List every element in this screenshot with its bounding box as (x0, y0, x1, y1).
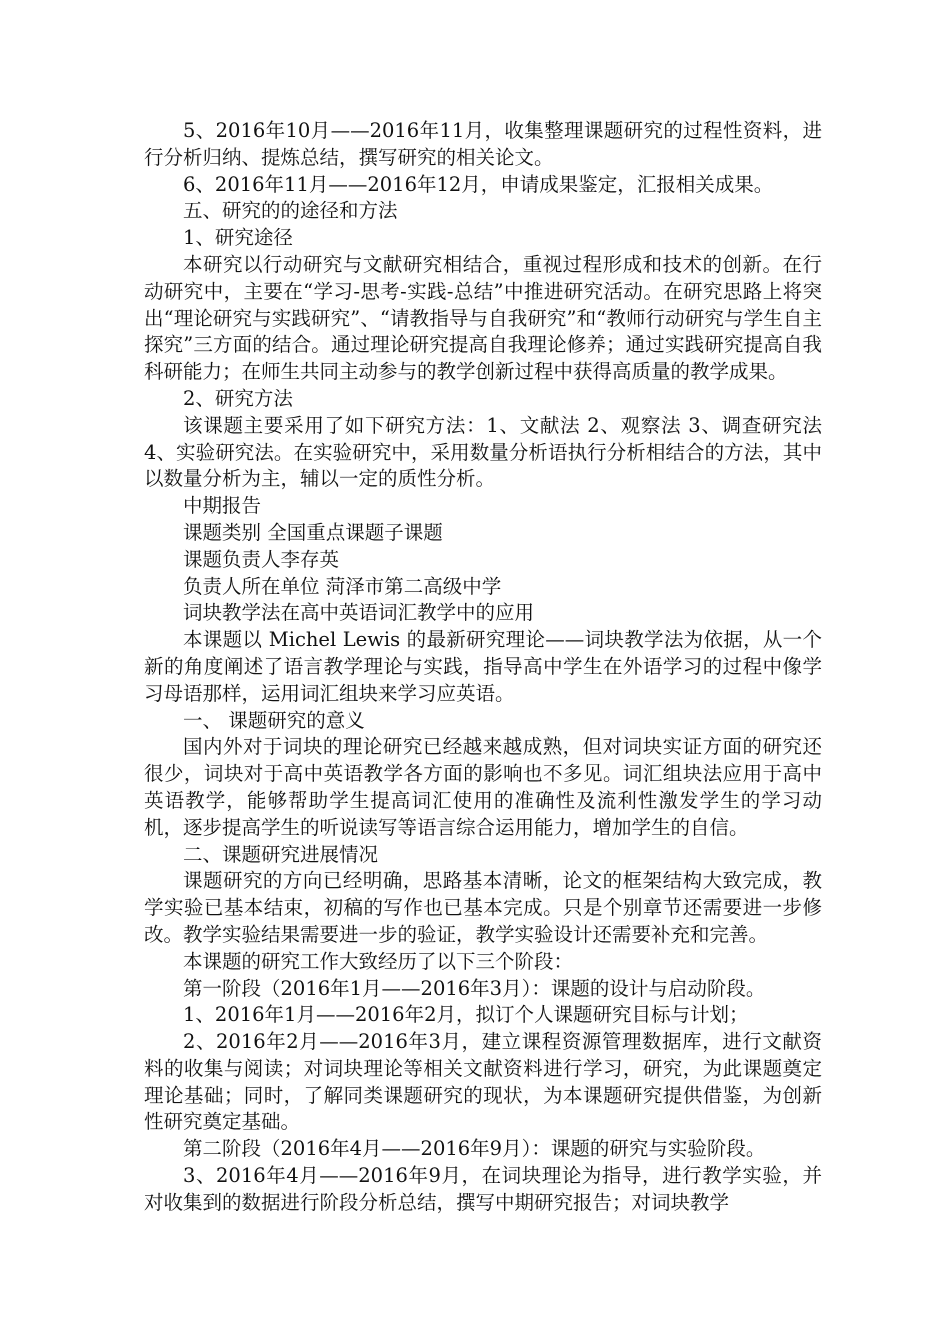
project-title-line: 词块教学法在高中英语词汇教学中的应用 (183, 601, 535, 625)
paragraph-research-path: 本研究以行动研究与文献研究相结合，重视过程形成和技术的创新。在行动研究中，主要在“学习-思考-实践-总结”中推进研究活动。在研究思路上将突出“理论研究与实践研究”、“请教指导与自我研究”和“教师行动研究与学生自主探究”三方面的结合。通过理论研究提高自我理论修养；通过实践研究提高自我科研能力；在师生共同主动参与的教学创新过程中获得高质量的教学成果。 (144, 252, 822, 384)
leader-unit-line: 负责人所在单位 菏泽市第二高级中学 (183, 574, 502, 598)
paragraph-research-methods: 该课题主要采用了如下研究方法：1、文献法 2、观察法 3、调查研究法 4、实验研究法。在实验研究中，采用数量分析语执行分析相结合的方法，其中以数量分析为主，辅以一定的质性分析。 (144, 413, 822, 491)
paragraph-stages-intro: 本课题的研究工作大致经历了以下三个阶段： (183, 949, 574, 973)
subheading-research-methods: 2、研究方法 (183, 386, 293, 410)
paragraph-progress: 课题研究的方向已经明确，思路基本清晰，论文的框架结构大致完成，教学实验已基本结束，初稿的写作也已基本完成。只是个别章节还需要进一步修改。教学实验结果需要进一步的验证，教学实验设计还需要补充和完善。 (144, 869, 822, 946)
subheading-research-path: 1、研究途径 (183, 226, 293, 250)
section-heading-approach: 五、研究的的途径和方法 (183, 199, 398, 223)
section-heading-significance: 一、 课题研究的意义 (183, 708, 365, 732)
paragraph-stage-5: 5、2016年10月——2016年11月，收集整理课题研究的过程性资料，进行分析归纳、提炼总结，撰写研究的相关论文。 (144, 119, 822, 169)
stage-one-item-1: 1、2016年1月——2016年2月，拟订个人课题研究目标与计划； (183, 1003, 749, 1027)
project-category-line: 课题类别 全国重点课题子课题 (183, 520, 443, 544)
stage-one-item-2: 2、2016年2月——2016年3月，建立课程资源管理数据库，进行文献资料的收集与阅读；对词块理论等相关文献资料进行学习，研究，为此课题奠定理论基础；同时，了解同类课题研究的现状，为本课题研究提供借鉴，为创新性研究奠定基础。 (144, 1030, 822, 1134)
paragraph-stage-6: 6、2016年11月——2016年12月，申请成果鉴定，汇报相关成果。 (183, 172, 774, 196)
section-heading-progress: 二、课题研究进展情况 (183, 842, 379, 866)
stage-two-item-3: 3、2016年4月——2016年9月，在词块理论为指导，进行教学实验，并对收集到的数据进行阶段分析总结，撰写中期研究报告；对词块教学 (144, 1164, 822, 1214)
document-page (144, 118, 822, 1217)
stage-two-heading: 第二阶段（2016年4月——2016年9月）：课题的研究与实验阶段。 (183, 1137, 766, 1161)
paragraph-introduction: 本课题以 Michel Lewis 的最新研究理论——词块教学法为依据，从一个新的角度阐述了语言教学理论与实践，指导高中学生在外语学习的过程中像学习母语那样，运用词汇组块来学习应英语。 (144, 628, 822, 705)
stage-one-heading: 第一阶段（2016年1月——2016年3月）：课题的设计与启动阶段。 (183, 976, 766, 1000)
project-leader-line: 课题负责人李存英 (183, 547, 340, 571)
paragraph-significance: 国内外对于词块的理论研究已经越来越成熟，但对词块实证方面的研究还很少，词块对于高中英语教学各方面的影响也不多见。词汇组块法应用于高中英语教学，能够帮助学生提高词汇使用的准确性及流利性激发学生的学习动机，逐步提高学生的听说读写等语言综合运用能力，增加学生的自信。 (144, 735, 822, 839)
heading-midterm-report: 中期报告 (183, 494, 262, 518)
